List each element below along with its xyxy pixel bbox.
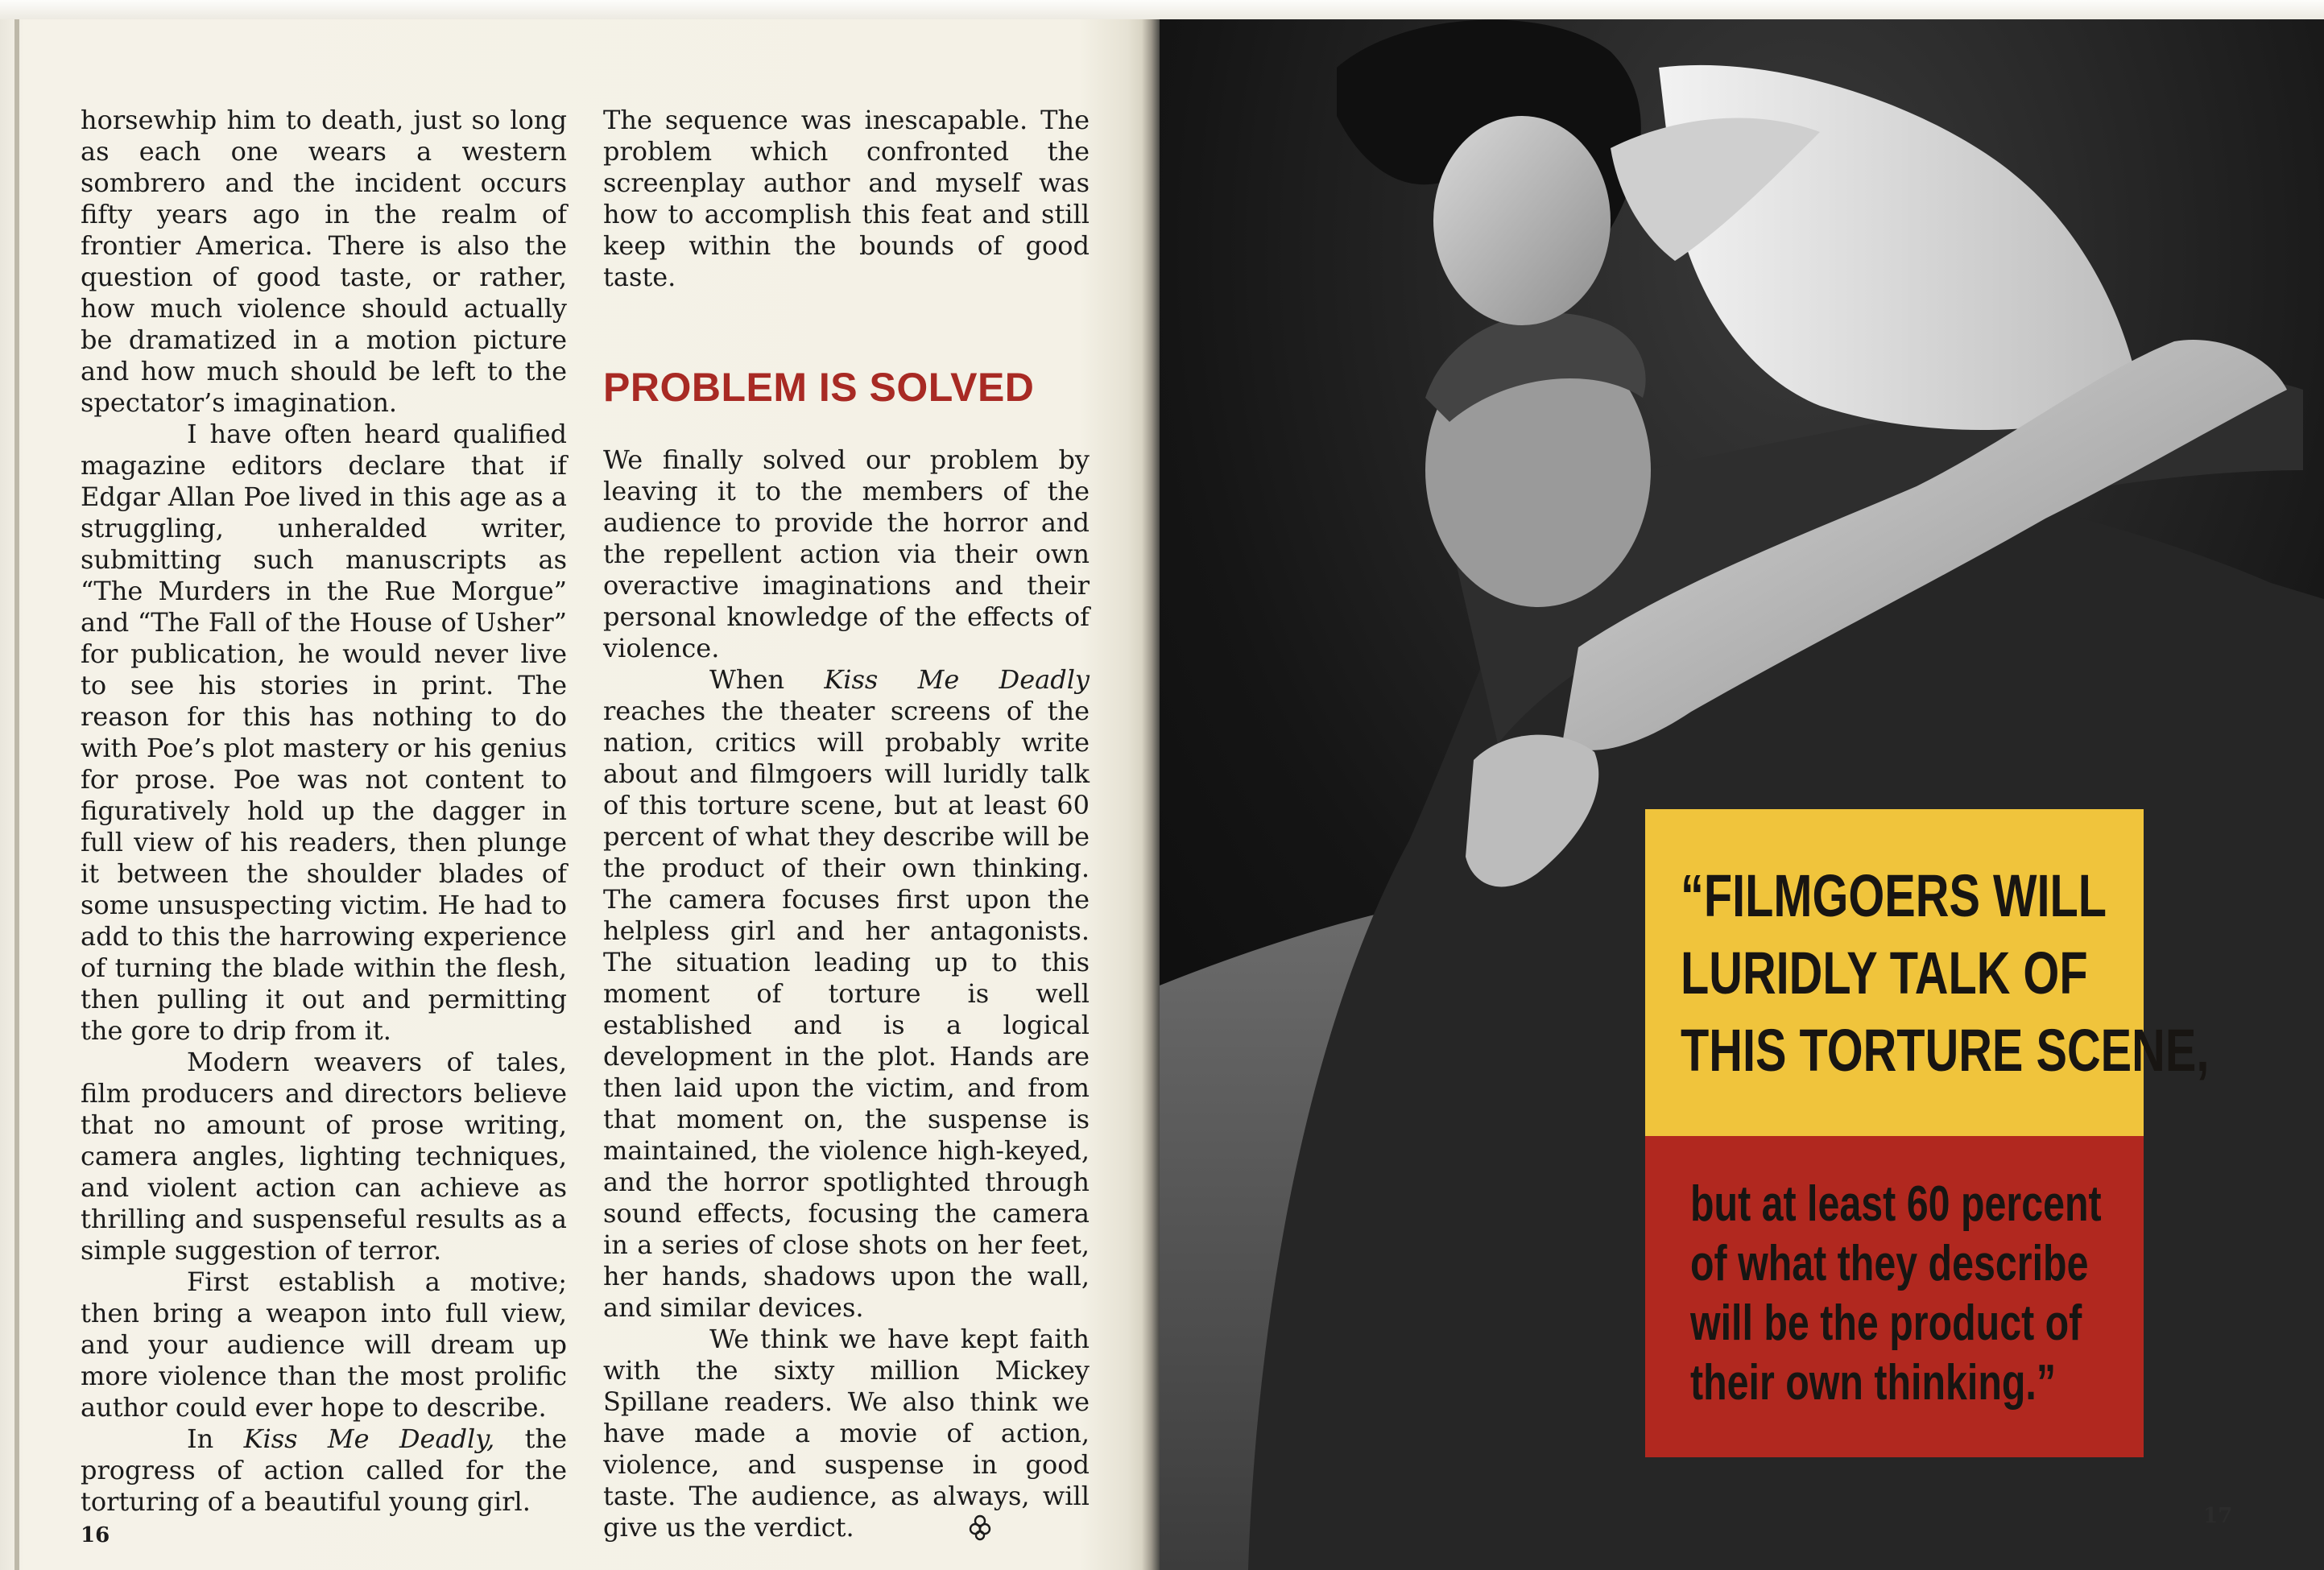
gutter-shadow <box>1142 19 1161 1570</box>
pull-quote-line: their own thinking.” <box>1690 1355 2057 1411</box>
text-column-right <box>603 105 1090 1543</box>
text-run: When <box>709 664 825 695</box>
paragraph-continued: horsewhip him to death, just so long as each one wears a western sombrero and the incident occurs fifty years ago in the realm of frontier America. There is also the question of good taste, or rather, how much violence should actually be dramatized in a motion picture and how much should be left to the spectator’s imagination. <box>81 105 567 418</box>
pull-quote-line: “FILMGOERS WILL <box>1681 862 2107 929</box>
pull-quote-line: of what they describe <box>1690 1236 2089 1291</box>
pull-quote-box <box>1645 809 2210 1457</box>
paragraph-poe: I have often heard qualified magazine editors declare that if Edgar Allan Poe lived in this age as a struggling, unheralded writer, submitting such manuscripts as “The Murders in the Rue Morgue” and “The Fall of the House of Usher” for publication, he would never live to see his stories in print. The reason for this has nothing to do with Poe’s plot mastery or his genius for prose. Poe was not content to figuratively hold up the dagger in full view of his readers, then plunge it between the shoulder blades of some unsuspecting victim. He had to add to this the harrowing experience of turning the blade within the flesh, then pulling it out and permitting the gore to drip from it. <box>81 419 567 1046</box>
text-run: We think we have kept faith with the sixty million Mickey Spillane readers. We also think we have made a movie of action, violence, and suspense in good taste. The audience, as always, will give us the verdict. <box>603 1324 1090 1543</box>
paragraph-solved: We finally solved our problem by leaving it to the members of the audience to provide the horror and the repellent action via their own overactive imaginations and their personal knowledge of the effects of violence. <box>603 444 1090 663</box>
pull-quote-line: but at least 60 percent <box>1690 1176 2102 1232</box>
paragraph-kiss-me-deadly <box>81 1423 567 1518</box>
pull-quote-line: will be the product of <box>1690 1295 2082 1351</box>
pull-quote-line: THIS TORTURE SCENE, <box>1681 1017 2210 1084</box>
left-page <box>0 19 1152 1570</box>
pull-quote-line: LURIDLY TALK OF <box>1681 940 2088 1006</box>
end-mark-icon <box>862 1514 885 1541</box>
pull-quote-lead <box>1681 857 2209 1089</box>
text-run: In <box>187 1423 244 1454</box>
page-number-right: 17 <box>2203 1504 2233 1528</box>
subhead: PROBLEM IS SOLVED <box>603 365 1035 410</box>
text-column-left <box>81 105 567 1518</box>
pull-quote-red-panel <box>1645 1136 2144 1457</box>
text-run: reaches the theater screens of the nation, critics will probably write about and filmgoers will luridly talk of this torture scene, but at least 60 percent of what they describe will be the product of their own thinking. The camera focuses first upon the helpless girl and her antagonists. The situation leading up to this moment of torture is well established and is a logical development in the plot. Hands are then laid upon the victim, and from that moment on, the suspense is maintained, the violence high-keyed, and the horror spotlighted through sound effects, focusing the camera in a series of close shots on her feet, her hands, shadows upon the wall, and similar devices. <box>603 696 1090 1323</box>
pull-quote-yellow-panel <box>1645 809 2210 1136</box>
paragraph-establish-motive: First establish a motive; then bring a weapon into full view, and your audience will dream up more violence than the most prolific author could ever hope to describe. <box>81 1266 567 1423</box>
film-title: Kiss Me Deadly, <box>243 1423 495 1454</box>
paragraph-when <box>603 664 1090 1324</box>
film-title: Kiss Me Deadly <box>824 664 1090 695</box>
pull-quote-rest <box>1690 1175 2102 1413</box>
scan-top-edge <box>0 0 2324 21</box>
woman-face <box>1433 116 1611 325</box>
text-run: the progress of action called for the torturing of a beautiful young girl. <box>81 1423 568 1517</box>
paragraph-modern-weavers: Modern weavers of tales, film producers and directors believe that no amount of prose writing, camera angles, lighting techniques, and violent action can achieve as thrilling and suspenseful results as a simple suggestion of terror. <box>81 1047 567 1266</box>
page-number-left: 16 <box>81 1523 110 1547</box>
page-edge <box>14 19 19 1570</box>
paragraph-final <box>603 1324 1090 1543</box>
paragraph-sequence: The sequence was inescapable. The problem which confronted the screenplay author and myself was how to accomplish this feat and still keep within the bounds of good taste. <box>603 105 1090 292</box>
